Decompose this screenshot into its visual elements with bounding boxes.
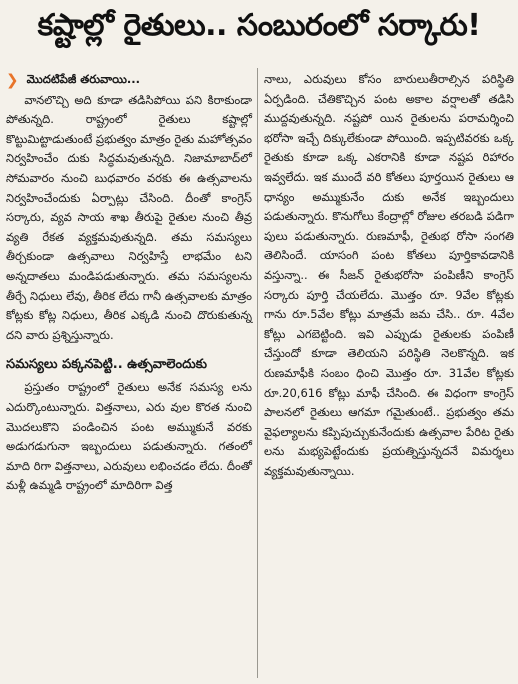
left-paragraph-2: ప్రస్తుతం రాష్ట్రంలో రైతులు అనేక సమస్య లను ఎదుర్కొంటున్నారు. విత్తనాలు, ఎరు వుల కొరత నుంచి మొదలుకొని పండించిన పంట అమ్ముకునే వరకు అడుగడుగునా ఇబ్బందులు పడుతున్నారు. గతంలో మాది రిగా విత్తనాలు, ఎరువులు లభించడం లేదు. దీంతో మళ్లీ ఉమ్మడి రాష్ట్రంలో మాదిరిగా విత్త bbox=[6, 380, 252, 493]
right-column bbox=[264, 70, 514, 481]
chevron-right-icon: ❯ bbox=[6, 70, 19, 89]
left-column bbox=[6, 70, 252, 496]
kicker bbox=[6, 70, 252, 90]
right-paragraph-1: నాలు, ఎరువులు కోసం బారులుతీరాల్సిన పరిస్థితి ఏర్పడింది. చేతికొచ్చిన పంట అకాల వర్షాలతో తడిసి ముద్దవుతున్నది. నష్టపో యిన రైతులను పరామర్శించి భరోసా ఇచ్చే దిక్కులేకుండా పోయింది. ఇప్పటివరకు ఒక్క రైతుకు కూడా ఒక్క ఎకరానికి కూడా నష్టప రిహారం ఇవ్వలేదు. ఇక ముందే వరి కోతలు పూర్తయిన రైతులు ఆ ధాన్యం అమ్ముకునేం దుకు అనేక ఇబ్బందులు పడుతున్నారు. కొనుగోలు కేంద్రాల్లో రోజుల తరబడి పడిగా పులు పడుతున్నారు. రుణమాఫీ, రైతుభ రోసా సంగతి తెలిసిందే. యాసంగి పంట కోతలు పూర్తికావడానికి వస్తున్నా.. ఈ సీజన్ రైతుభరోసా పంపిణీని కాంగ్రెస్ సర్కారు పూర్తి చేయలేదు. మొత్తం రూ. 9వేల కోట్లకు గాను రూ.5వేల కోట్లు మాత్రమే జమ చేసి.. రూ. 4వేల కోట్లు ఎగబెట్టింది. ఇవి ఎప్పుడు రైతులకు పంపిణీ చేస్తుందో కూడా తెలియని పరిస్థితి నెలకొన్నది. ఇక రుణమాఫీకి సంబం ధించి మొత్తం రూ. 31వేల కోట్లకు రూ.20,616 కోట్లు మాఫీ చేసింది. ఈ విధంగా కాంగ్రెస్ పాలనలో రైతులు ఆగమా గమైతుంటే.. ప్రభుత్వం తమ వైఫల్యాలను కప్పిపుచ్చుకునేందుకు ఉత్సవాల పేరిట రైతు లను మభ్యపెట్టేందుకు ప్రయత్నిస్తున్నదనే విమర్శలు వ్యక్తమవుతున్నాయి. bbox=[264, 72, 514, 478]
left-paragraph-1: వానలొచ్చి అది కూడా తడిసిపోయి పని కిరాకుండా పోతున్నది. రాష్ట్రంలో రైతులు కష్టాల్లో కొట్టుమిట్టాడుతుంటే ప్రభుత్వం మాత్రం రైతు మహోత్సవం నిర్వహించేం దుకు సిద్ధమవుతున్నది. నిజామాబాద్‌లో సోమవారం నుంచి బుధవారం వరకు ఈ ఉత్సవాలను నిర్వహించేందుకు ఏర్పాట్లు చేసింది. దీంతో కాంగ్రెస్ సర్కారు, వ్యవ సాయ శాఖ తీరుపై రైతుల నుంచి తీవ్ర వ్యతి రేకత వ్యక్తమవుతున్నది. తమ సమస్యలు తీర్చకుండా ఉత్సవాలు నిర్వహిస్తే లాభమేం టని అన్నదాతలు మండిపడుతున్నారు. తమ సమస్యలను తీర్చే నిధులు లేవు, తీరిక లేదు గానీ ఉత్సవాలకు మాత్రం కోట్లకు కోట్ల నిధులు, తీరిక ఎక్కడి నుంచి దొరుకుతున్న దని వారు ప్రశ్నిస్తున్నారు. bbox=[6, 92, 252, 342]
section-subhead: సమస్యలు పక్కనపెట్టి.. ఉత్సవాలెందుకు bbox=[6, 357, 208, 373]
headline: కష్టాల్లో రైతులు.. సంబురంలో సర్కారు! bbox=[37, 8, 481, 43]
column-divider bbox=[257, 68, 258, 678]
kicker-text: మొదటిపేజీ తరువాయి... bbox=[26, 72, 140, 86]
